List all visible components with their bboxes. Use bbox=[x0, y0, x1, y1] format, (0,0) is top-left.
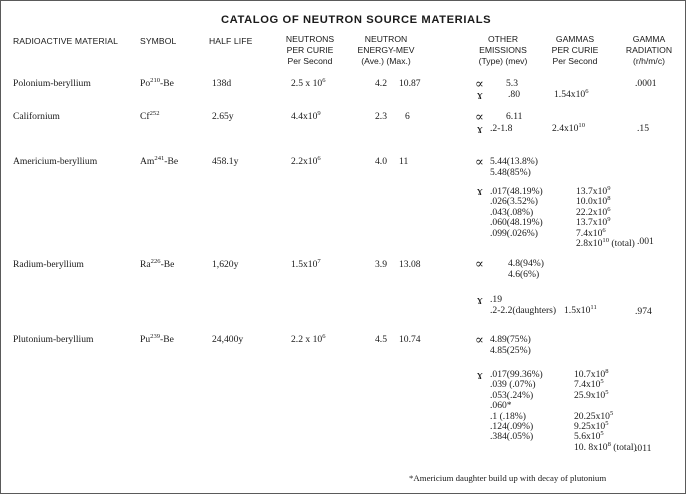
row-half-life-plutonium: 24,400y bbox=[212, 334, 244, 345]
row-gamma-energy-californium: .2-1.8 bbox=[490, 123, 513, 134]
gamma-energy-line: .384(.05%) bbox=[490, 431, 534, 443]
row-alpha-energy-plutonium-1: 4.89(75%) bbox=[490, 334, 531, 345]
row-half-life-radium: 1,620y bbox=[212, 259, 239, 270]
row-energy-ave-californium: 2.3 bbox=[375, 111, 387, 122]
gamma-energy-line: .043(.08%) bbox=[490, 206, 534, 218]
gammas-per-curie-line: 10. $8x10^8$ (total) bbox=[574, 440, 637, 453]
gammas-per-curie-line: $20.25x10^5$ bbox=[574, 409, 614, 422]
row-half-life-americium: 458.1y bbox=[212, 156, 239, 167]
alpha-symbol: ∝ bbox=[475, 109, 484, 124]
row-energy-max-americium: 11 bbox=[399, 156, 409, 167]
gamma-energy-line: .060(48.19%) bbox=[490, 217, 543, 229]
gamma-symbol: ɤ bbox=[477, 183, 483, 198]
header-other-emissions: OTHER EMISSIONS (Type) (mev) bbox=[478, 34, 528, 66]
row-alpha-energy-polonium: 5.3 bbox=[506, 78, 518, 89]
row-neutrons-americium: $2.2x10^6$ bbox=[291, 155, 321, 167]
gamma-energy-line: .017(99.36%) bbox=[490, 369, 543, 380]
gammas-per-curie-line: $10.0x10^8$ bbox=[576, 195, 611, 208]
row-material-californium: Californium bbox=[13, 111, 60, 122]
row-neutrons-californium: $4.4x10^9$ bbox=[291, 110, 321, 122]
gamma-symbol: ɤ bbox=[477, 367, 483, 382]
gamma-symbol: ɤ bbox=[477, 121, 483, 136]
row-energy-max-radium: 13.08 bbox=[399, 259, 421, 270]
gammas-per-curie-line: $22.2x10^6$ bbox=[576, 205, 611, 218]
alpha-symbol: ∝ bbox=[475, 154, 484, 169]
row-neutrons-polonium: 2.5 x $10^6$ bbox=[291, 77, 326, 89]
gammas-per-curie-line: $5.6x10^5$ bbox=[574, 430, 604, 443]
gammas-per-curie-line: $7.4x10^6$ bbox=[576, 226, 606, 239]
row-gamma-energy-radium-1: .19 bbox=[490, 294, 502, 305]
row-radiation-californium: .15 bbox=[637, 123, 649, 134]
gamma-energy-line: .017(48.19%) bbox=[490, 186, 543, 197]
row-material-americium: Americium-beryllium bbox=[13, 156, 98, 167]
header-material: RADIOACTIVE MATERIAL bbox=[13, 36, 118, 46]
row-alpha-energy-radium-2: 4.6(6%) bbox=[508, 269, 540, 280]
row-energy-ave-polonium: 4.2 bbox=[375, 78, 387, 89]
row-neutrons-radium: $1.5x10^7$ bbox=[291, 258, 321, 270]
gamma-energy-line: .039 (.07%) bbox=[490, 379, 536, 391]
row-gammas-per-curie-radium: $1.5x10^{11}$ bbox=[564, 304, 597, 316]
header-symbol: SYMBOL bbox=[140, 36, 177, 46]
gammas-per-curie-line: $9.25x10^5$ bbox=[574, 420, 609, 432]
header-gamma-radiation: GAMMA RADIATION (r/h/m/c) bbox=[625, 34, 673, 66]
row-gamma-energy-radium-2: .2-2.2(daughters) bbox=[490, 305, 557, 316]
page-title: CATALOG OF NEUTRON SOURCE MATERIALS bbox=[221, 14, 492, 26]
alpha-symbol: ∝ bbox=[475, 76, 484, 91]
row-gamma-energy-polonium: .80 bbox=[508, 89, 520, 100]
gammas-per-curie-line: $25.9x10^5$ bbox=[574, 388, 609, 401]
gammas-per-curie-line: $2.8x10^{10}$ (total) bbox=[576, 237, 635, 249]
row-radiation-plutonium: .011 bbox=[635, 443, 652, 454]
row-symbol-americium: Am$^{241}$-Be bbox=[140, 155, 179, 167]
row-half-life-polonium: 138d bbox=[212, 78, 232, 89]
gamma-energy-line: .099(.026%) bbox=[490, 227, 538, 239]
header-neutrons-per-curie: NEUTRONS PER CURIE Per Second bbox=[285, 34, 335, 66]
row-symbol-polonium: Po$^{210}$-Be bbox=[140, 77, 174, 89]
gammas-per-curie-line: $13.7x10^9$ bbox=[576, 216, 611, 229]
row-neutrons-plutonium: 2.2 x $10^6$ bbox=[291, 333, 326, 345]
footnote: *Americium daughter build up with decay of plutonium bbox=[409, 473, 607, 483]
row-gammas-per-curie-californium: $2.4x10^{10}$ bbox=[552, 122, 585, 134]
row-material-radium: Radium-beryllium bbox=[13, 259, 84, 270]
gammas-per-curie-line: $13.7x10^9$ bbox=[576, 185, 611, 197]
gamma-energy-line: .124(.09%) bbox=[490, 421, 534, 432]
row-half-life-californium: 2.65y bbox=[212, 111, 234, 122]
row-alpha-energy-americium-1: 5.44(13.8%) bbox=[490, 156, 538, 167]
row-symbol-plutonium: Pu$^{239}$-Be bbox=[140, 333, 174, 345]
row-alpha-energy-radium-1: 4.8(94%) bbox=[508, 258, 544, 269]
gamma-energy-line: .1 (.18%) bbox=[490, 410, 526, 422]
gamma-symbol: ɤ bbox=[477, 292, 483, 307]
header-neutron-energy: NEUTRON ENERGY-MEV (Ave.) (Max.) bbox=[357, 34, 415, 66]
gamma-symbol: ɤ bbox=[477, 87, 483, 102]
row-material-plutonium: Plutonium-beryllium bbox=[13, 334, 94, 345]
header-half-life: HALF LIFE bbox=[209, 36, 253, 46]
row-material-polonium: Polonium-beryllium bbox=[13, 78, 91, 89]
alpha-symbol: ∝ bbox=[475, 256, 484, 271]
row-symbol-radium: Ra$^{226}$-Be bbox=[140, 258, 175, 270]
row-symbol-californium: Cf$^{252}$ bbox=[140, 110, 160, 122]
row-energy-ave-plutonium: 4.5 bbox=[375, 334, 387, 345]
row-radiation-radium: .974 bbox=[635, 306, 652, 317]
row-energy-max-polonium: 10.87 bbox=[399, 78, 421, 89]
gamma-energy-line: .026(3.52%) bbox=[490, 196, 538, 208]
gamma-energy-line: .053(.24%) bbox=[490, 389, 534, 401]
row-radiation-americium: .001 bbox=[637, 236, 654, 247]
alpha-symbol: ∝ bbox=[475, 332, 484, 347]
gammas-per-curie-line: $7.4x10^5$ bbox=[574, 378, 604, 391]
row-radiation-polonium: .0001 bbox=[635, 78, 657, 89]
row-energy-max-plutonium: 10.74 bbox=[399, 334, 421, 345]
row-energy-ave-americium: 4.0 bbox=[375, 156, 387, 167]
row-gammas-per-curie-polonium: $1.54x10^6$ bbox=[554, 88, 589, 100]
row-alpha-energy-americium-2: 5.48(85%) bbox=[490, 167, 531, 178]
row-energy-ave-radium: 3.9 bbox=[375, 259, 387, 270]
row-energy-max-californium: 6 bbox=[405, 111, 410, 122]
gammas-per-curie-line: $10.7x10^8$ bbox=[574, 368, 609, 380]
gamma-energy-line: .060* bbox=[490, 400, 512, 412]
header-gammas-per-curie: GAMMAS PER CURIE Per Second bbox=[551, 34, 599, 66]
row-alpha-energy-californium: 6.11 bbox=[506, 111, 523, 122]
row-alpha-energy-plutonium-2: 4.85(25%) bbox=[490, 345, 531, 356]
